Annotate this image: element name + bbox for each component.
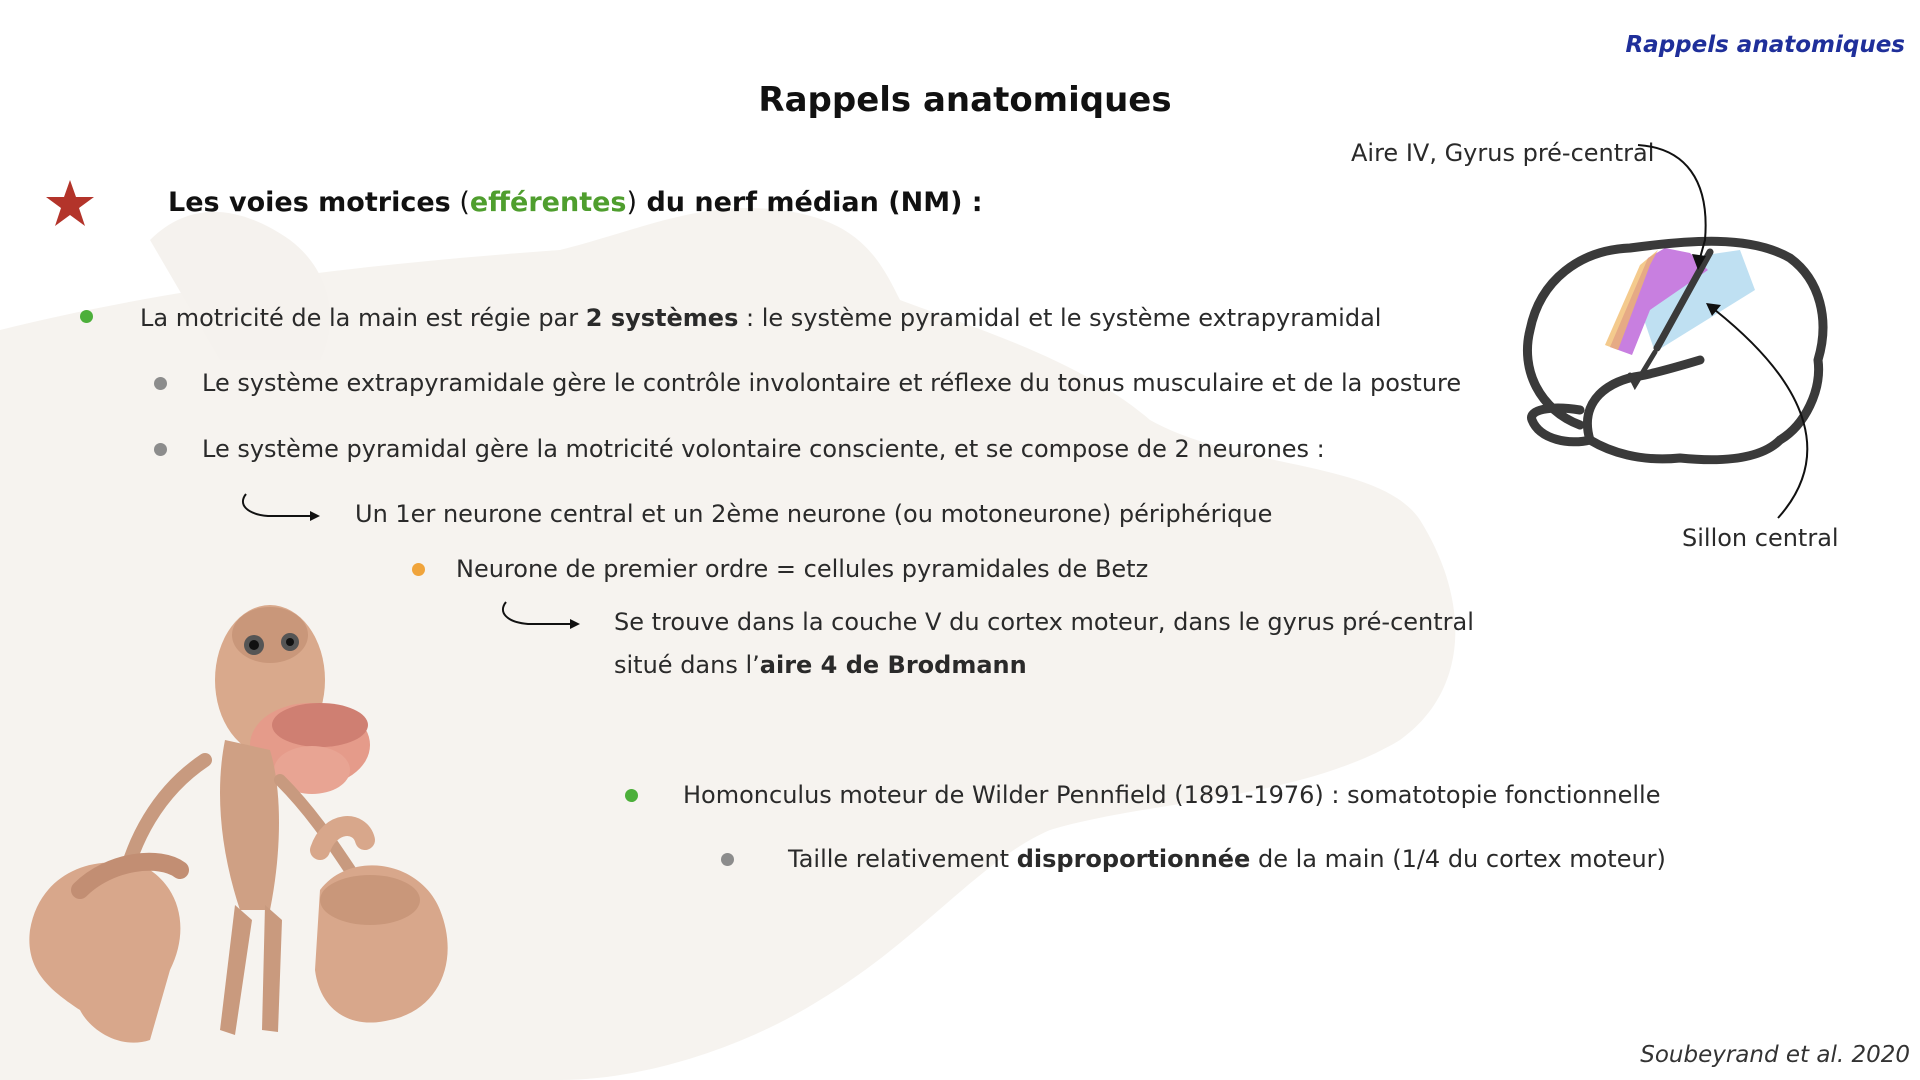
point-2a-text: Taille relativement (788, 845, 1017, 873)
point-1b-i-arrow-line-2 (614, 651, 1027, 679)
heading-part-2: du nerf médian (NM) : (637, 187, 983, 218)
point-1b-i-arrow-line-2-text: situé dans l’ (614, 651, 760, 679)
bullet-grey (154, 443, 167, 456)
point-1-text-end: : le système pyramidal et le système extrapyramidal (738, 304, 1382, 332)
heading-part-1: Les voies motrices (168, 187, 451, 218)
curved-arrow-icon (498, 598, 582, 632)
star-icon (44, 178, 96, 230)
bullet-grey (154, 377, 167, 390)
corner-title: Rappels anatomiques (1625, 32, 1905, 58)
bullet-green (80, 310, 93, 323)
page-title: Rappels anatomiques (758, 80, 1172, 120)
citation: Soubeyrand et al. 2020 (1640, 1042, 1910, 1068)
point-1b-i: Neurone de premier ordre = cellules pyramidales de Betz (456, 555, 1149, 583)
section-heading (168, 187, 983, 218)
point-1b: Le système pyramidal gère la motricité volontaire consciente, et se compose de 2 neurones : (202, 435, 1325, 463)
point-2a (788, 845, 1666, 873)
figure-label-central-sulcus: Sillon central (1682, 524, 1839, 552)
heading-paren-open: ( (450, 187, 470, 218)
bullet-orange (412, 563, 425, 576)
brain-diagram (1500, 140, 1860, 530)
heading-green-word: efférentes (469, 187, 627, 218)
curved-arrow-icon (238, 490, 322, 524)
point-1 (140, 304, 1381, 332)
point-1b-arrow-text: Un 1er neurone central et un 2ème neurone (ou motoneurone) périphérique (355, 500, 1273, 528)
point-1a: Le système extrapyramidale gère le contrôle involontaire et réflexe du tonus musculaire et de la posture (202, 369, 1462, 397)
point-1b-i-arrow-line-1: Se trouve dans la couche V du cortex moteur, dans le gyrus pré-central (614, 608, 1474, 636)
bullet-green (625, 789, 638, 802)
point-1b-i-arrow-line-2-bold: aire 4 de Brodmann (759, 651, 1027, 679)
heading-paren-close: ) (626, 187, 638, 218)
figure-label-motor-area: Aire IV, Gyrus pré-central (1351, 139, 1655, 167)
point-2a-text-end: de la main (1/4 du cortex moteur) (1250, 845, 1666, 873)
point-1-bold: 2 systèmes (585, 304, 739, 332)
point-2a-bold: disproportionnée (1016, 845, 1251, 873)
homunculus-illustration (20, 590, 460, 1060)
point-1-text: La motricité de la main est régie par (140, 304, 586, 332)
point-2: Homonculus moteur de Wilder Pennfield (1891-1976) : somatotopie fonctionnelle (683, 781, 1661, 809)
bullet-grey (721, 853, 734, 866)
